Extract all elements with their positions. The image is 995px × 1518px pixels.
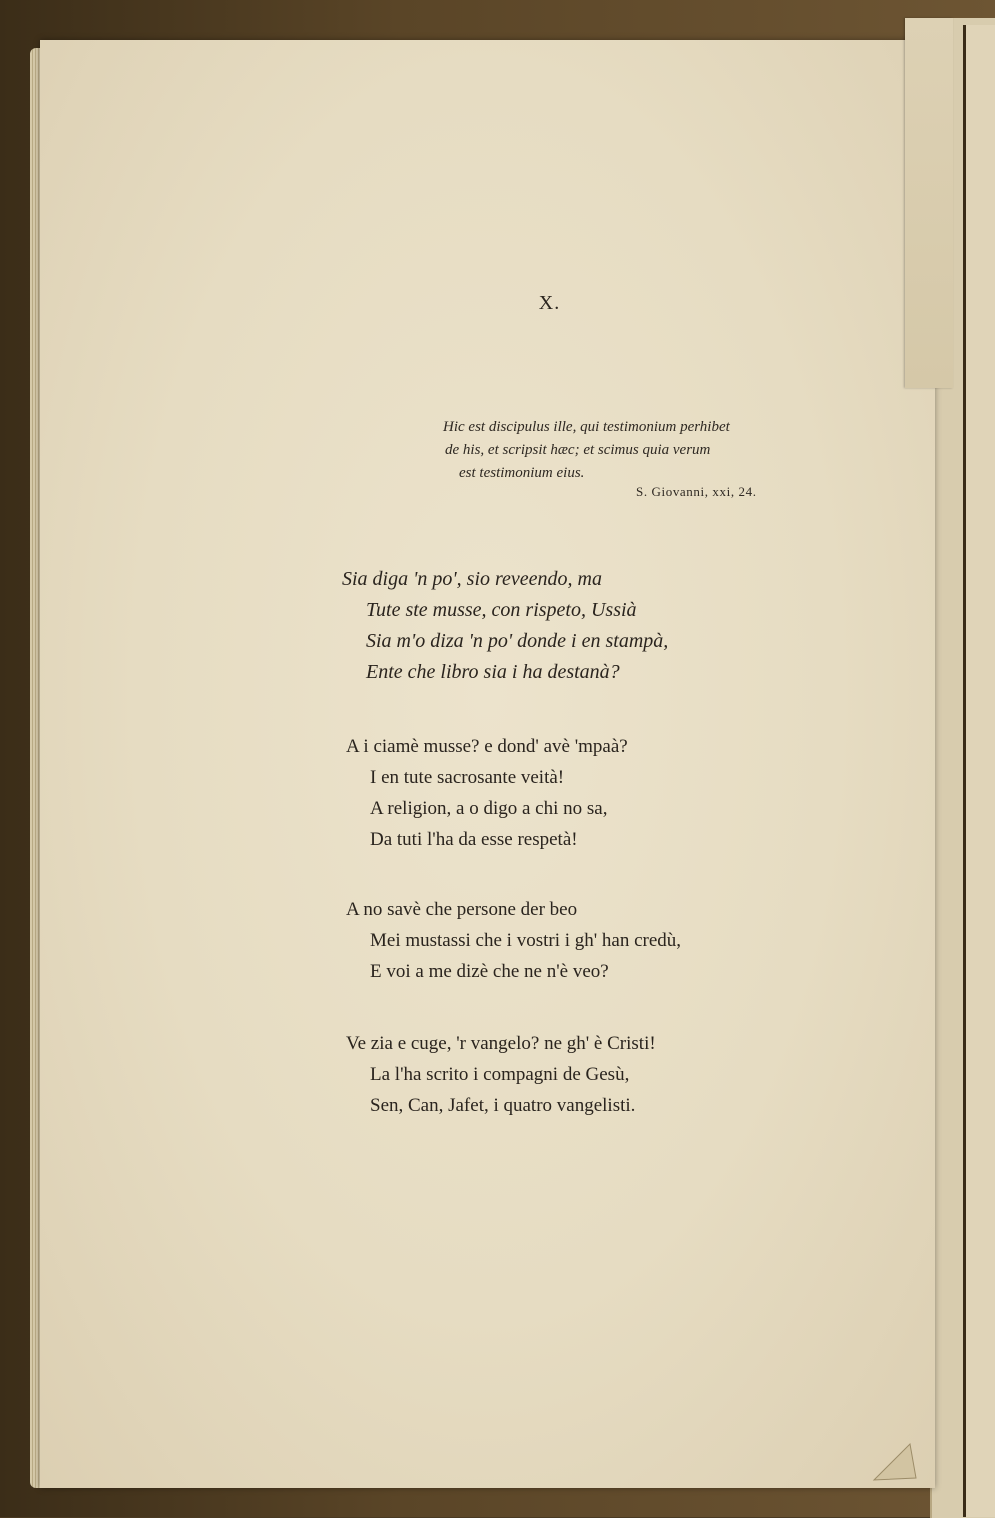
page-fold: [905, 18, 953, 388]
verse-line: Sen, Can, Jafet, i quatro vangelisti.: [370, 1095, 636, 1116]
verse-line: Tute ste musse, con rispeto, Ussià: [366, 599, 637, 621]
verse-line: Sia diga 'n po', sio reveendo, ma: [342, 568, 602, 590]
verse-line: A no savè che persone der beo: [346, 899, 578, 920]
verse-line: E voi a me dizè che ne n'è veo?: [370, 961, 609, 982]
chapter-number: X.: [538, 292, 561, 314]
verse-line: Ve zia e cuge, 'r vangelo? ne gh' è Cristi!: [346, 1033, 656, 1054]
stanza-1: [342, 564, 668, 688]
verse-line: Mei mustassi che i vostri i gh' han credù,: [370, 930, 682, 951]
verse-line: I en tute sacrosante veità!: [370, 767, 565, 788]
epigraph-line: Hic est discipulus ille, qui testimonium perhibet: [443, 419, 730, 435]
verse-line: Sia m'o diza 'n po' donde i en stampà,: [366, 630, 669, 652]
verse-line: La l'ha scrito i compagni de Gesù,: [370, 1064, 630, 1085]
verse-line: A i ciamè musse? e dond' avè 'mpaà?: [346, 736, 628, 757]
next-page-inner-edge: [963, 25, 995, 1517]
epigraph-line: de his, et scripsit hæc; et scimus quia verum: [445, 442, 711, 458]
epigraph-line: est testimonium eius.: [459, 465, 585, 481]
stanza-2: [346, 731, 628, 855]
verse-line: Ente che libro sia i ha destanà?: [366, 661, 620, 683]
stanza-4: [346, 1028, 656, 1121]
page-corner-curl: [872, 1440, 918, 1484]
epigraph-attribution: S. Giovanni, xxi, 24.: [636, 484, 757, 499]
epigraph: [443, 416, 823, 485]
verse-line: Da tuti l'ha da esse respetà!: [370, 829, 578, 850]
stanza-3: [346, 894, 681, 987]
verse-line: A religion, a o digo a chi no sa,: [370, 798, 608, 819]
